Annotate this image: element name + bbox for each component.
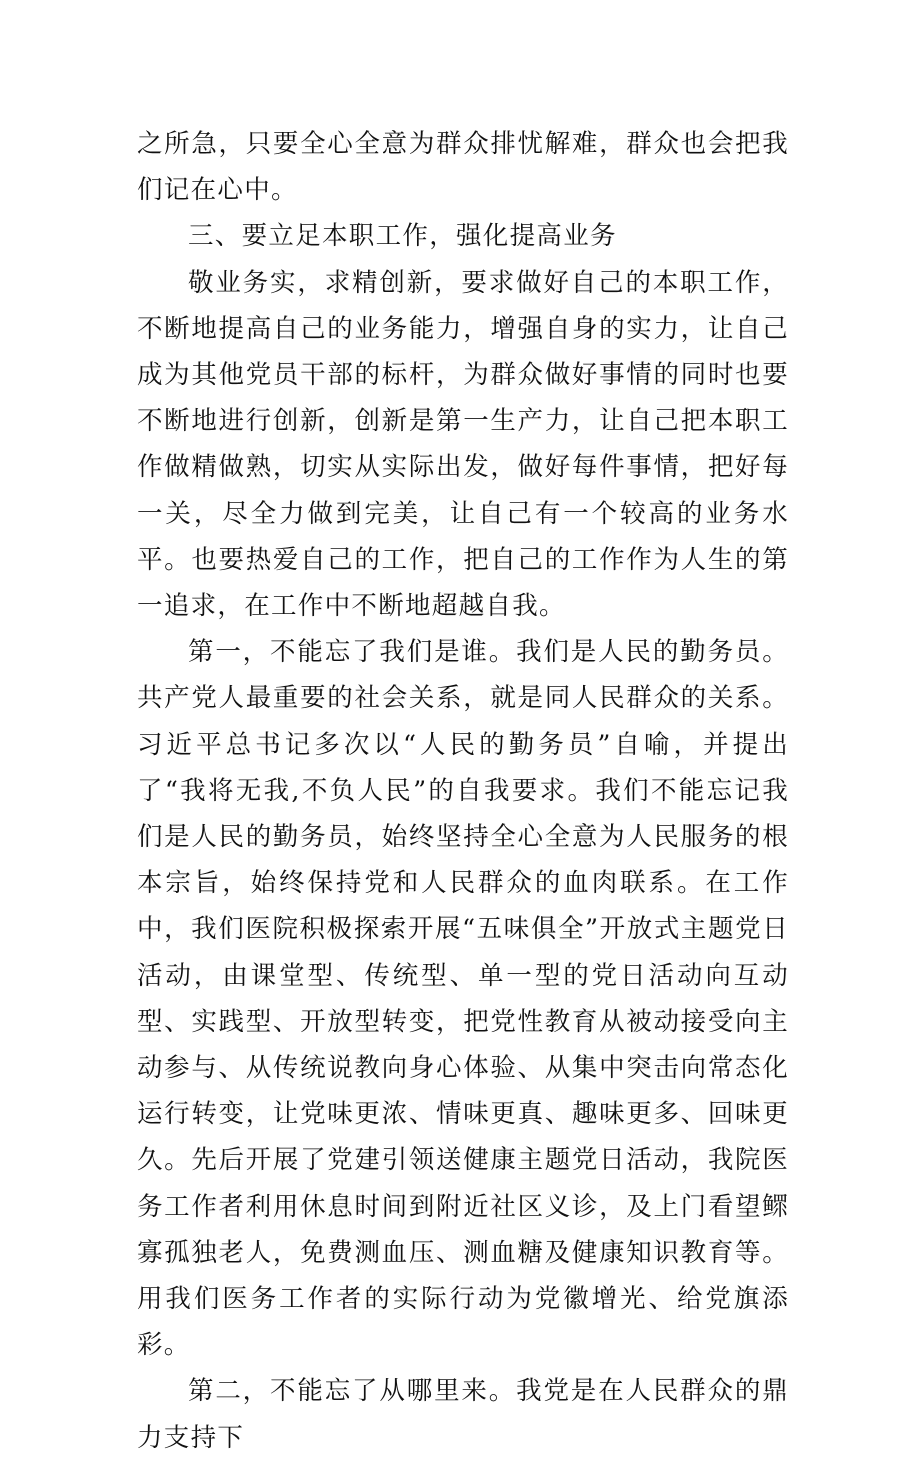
document-body bbox=[137, 121, 789, 1461]
paragraph-continuation: 之所急，只要全心全意为群众排忧解难，群众也会把我们记在心中。 bbox=[137, 129, 789, 206]
paragraph-dedication: 敬业务实，求精创新，要求做好自己的本职工作，不断地提高自己的业务能力，增强自身的实力，让自己成为其他党员干部的标杆，为群众做好事情的同时也要不断地进行创新，创新是第一生产力，让自己把本职工作做精做熟，切实从实际出发，做好每件事情，把好每一关，尽全力做到完美，让自己有一个较高的业务水平。也要热爱自己的工作，把自己的工作作为人生的第一追求，在工作中不断地超越自我。 bbox=[137, 267, 789, 622]
section-heading: 三、要立足本职工作，强化提高业务 bbox=[188, 221, 617, 252]
paragraph-first-point: 第一，不能忘了我们是谁。我们是人民的勤务员。共产党人最重要的社会关系，就是同人民群众的关系。习近平总书记多次以“人民的勤务员”自喻，并提出了“我将无我,不负人民”的自我要求。我们不能忘记我们是人民的勤务员，始终坚持全心全意为人民服务的根本宗旨，始终保持党和人民群众的血肉联系。在工作中，我们医院积极探索开展“五味俱全”开放式主题党日活动，由课堂型、传统型、单一型的党日活动向互动型、实践型、开放型转变，把党性教育从被动接受向主动参与、从传统说教向身心体验、从集中突击向常态化运行转变，让党味更浓、情味更真、趣味更多、回味更久。先后开展了党建引领送健康主题党日活动，我院医务工作者利用休息时间到附近社区义诊，及上门看望鳏寡孤独老人，免费测血压、测血糖及健康知识教育等。用我们医务工作者的实际行动为党徽增光、给党旗添彩。 bbox=[137, 637, 789, 1361]
paragraph-second-point: 第二，不能忘了从哪里来。我党是在人民群众的鼎力支持下 bbox=[137, 1376, 789, 1453]
